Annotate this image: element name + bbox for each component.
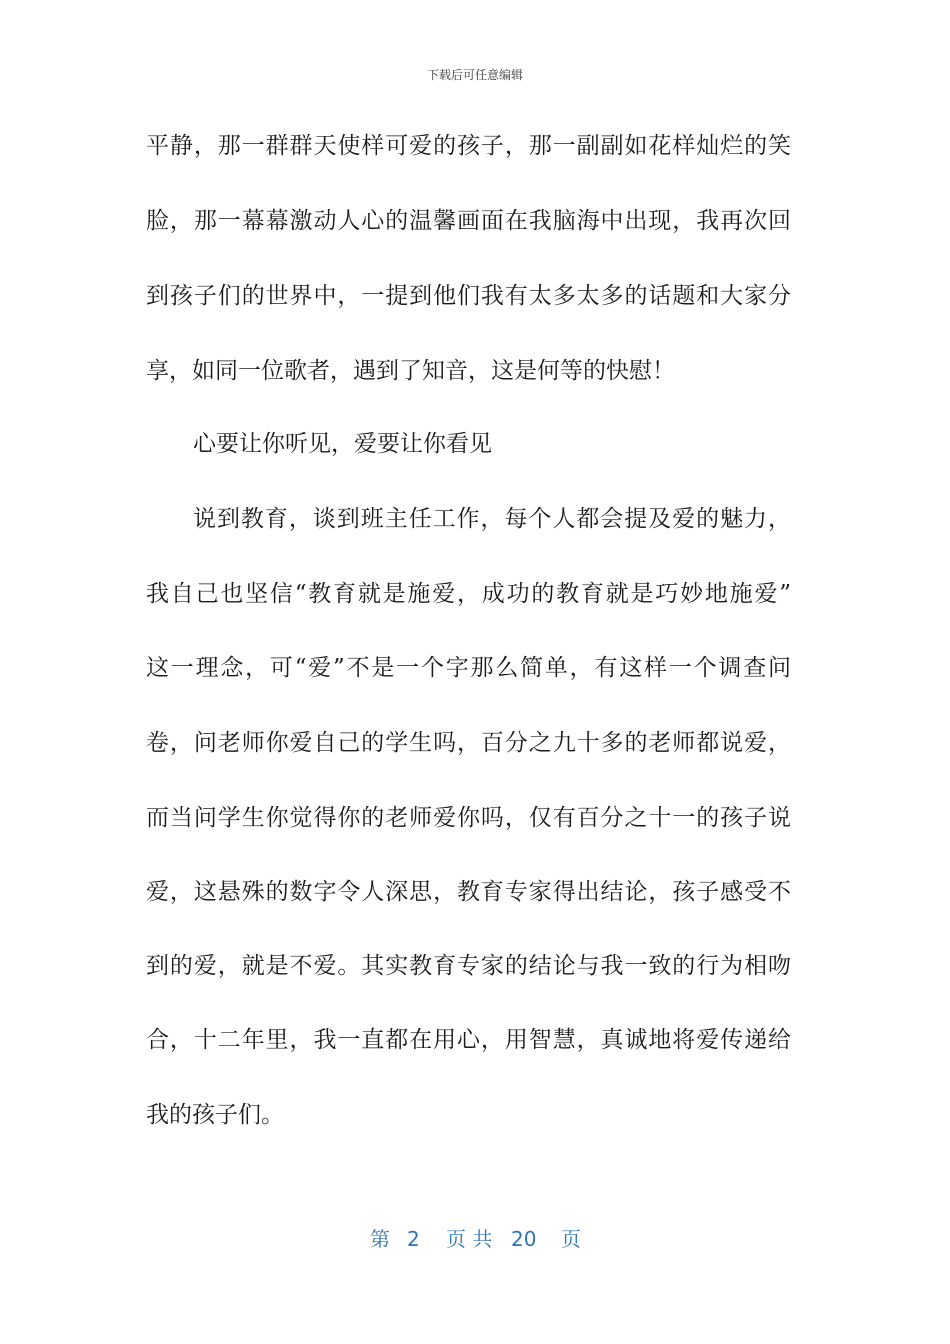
body-line: 到的爱，就是不爱。其实教育专家的结论与我一致的行为相吻 [146, 953, 791, 979]
body-line: 说到教育，谈到班主任工作，每个人都会提及爱的魅力， [193, 506, 791, 532]
page-footer [0, 1225, 950, 1253]
body-line: 平静，那一群群天使样可爱的孩子，那一副副如花样灿烂的笑 [146, 133, 791, 159]
body-line: 这一理念，可“爱”不是一个字那么简单，有这样一个调查问 [146, 655, 791, 681]
header-note: 下载后可任意编辑 [426, 68, 523, 82]
body-line: 我的孩子们。 [146, 1102, 284, 1128]
footer-ye-gong: 页 共 [446, 1227, 493, 1251]
body-line: 享，如同一位歌者，遇到了知音，这是何等的快慰！ [146, 358, 675, 384]
body-line: 到孩子们的世界中，一提到他们我有太多太多的话题和大家分 [146, 283, 791, 309]
body-line: 爱，这悬殊的数字令人深思，教育专家得出结论，孩子感受不 [146, 879, 791, 905]
section-heading: 心要让你听见，爱要让你看见 [193, 431, 492, 457]
footer-page-number: 2 [407, 1227, 420, 1251]
footer-ye: 页 [561, 1227, 581, 1251]
footer-di: 第 [370, 1227, 390, 1251]
body-line: 我自己也坚信“教育就是施爱，成功的教育就是巧妙地施爱” [146, 581, 791, 607]
footer-total-pages: 20 [511, 1227, 537, 1251]
body-line: 而当问学生你觉得你的老师爱你吗，仅有百分之十一的孩子说 [146, 805, 791, 831]
body-line: 脸，那一幕幕激动人心的温馨画面在我脑海中出现，我再次回 [146, 208, 791, 234]
body-line: 合，十二年里，我一直都在用心，用智慧，真诚地将爱传递给 [146, 1027, 791, 1053]
body-line: 卷，问老师你爱自己的学生吗，百分之九十多的老师都说爱， [146, 730, 791, 756]
